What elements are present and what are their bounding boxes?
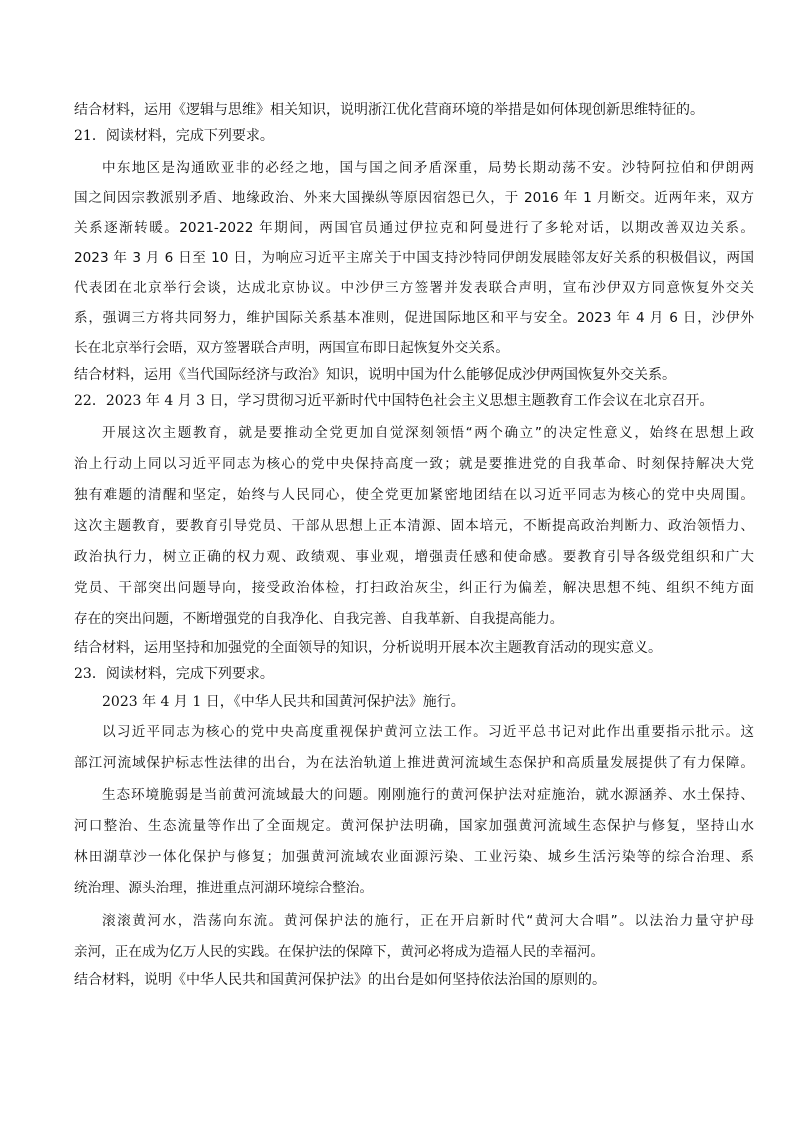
q22-material-line: 存在的突出问题，不断增强党的自我净化、自我完善、自我革新、自我提高能力。 [74, 611, 564, 627]
q20-question: 结合材料，运用《逻辑与思维》相关知识，说明浙江优化营商环境的举措是如何体现创新思维特征的。 [74, 102, 704, 118]
q21-question: 结合材料，运用《当代国际经济与政治》知识，说明中国为什么能够促成沙伊两国恢复外交关系。 [74, 367, 676, 383]
q22-material-line: 独有难题的清醒和坚定，始终与人民同心，使全党更加紧密地团结在以习近平同志为核心的党中央周围。 [74, 487, 754, 503]
q21-material-line: 长在北京举行会晤，双方签署联合声明，两国宣布即日起恢复外交关系。 [74, 340, 509, 356]
q22-material-line: 治上行动上同以习近平同志为核心的党中央保持高度一致；就是要推进党的自我革命、时刻保持解决大党 [74, 456, 754, 472]
q22-material-line: 这次主题教育，要教育引导党员、干部从思想上正本清源、固本培元，不断提高政治判断力、政治领悟力、 [74, 518, 754, 534]
q21-heading: 21．阅读材料，完成下列要求。 [74, 128, 274, 144]
q22-heading: 22．2023 年 4 月 3 日，学习贯彻习近平新时代中国特色社会主义思想主题教育工作会议在北京召开。 [74, 393, 714, 409]
q21-material-line: 国之间因宗教派别矛盾、地缘政治、外来大国操纵等原因宿怨已久，于 2016 年 1 月断交。近两年来，双方 [74, 190, 754, 206]
q21-material-line: 中东地区是沟通欧亚非的必经之地，国与国之间矛盾深重，局势长期动荡不安。沙特阿拉伯和伊朗两 [102, 160, 754, 176]
q23-material-line: 生态环境脆弱是当前黄河流域最大的问题。刚刚施行的黄河保护法对症施治，就水源涵养、水土保持、 [102, 787, 754, 803]
q23-material-line: 滚滚黄河水，浩荡向东流。黄河保护法的施行，正在开启新时代“黄河大合唱”。以法治力量守护母 [102, 913, 754, 929]
q21-material-line: 关系逐渐转暖。2021-2022 年期间，两国官员通过伊拉克和阿曼进行了多轮对话，以期改善双边关系。 [74, 220, 754, 236]
q21-material-line: 代表团在北京举行会谈，达成北京协议。中沙伊三方签署并发表联合声明，宣布沙伊双方同意恢复外交关 [74, 280, 754, 296]
q23-question: 结合材料，说明《中华人民共和国黄河保护法》的出台是如何坚持依法治国的原则的。 [74, 972, 606, 988]
q23-material-line: 亲河，正在成为亿万人民的实践。在保护法的保障下，黄河必将成为造福人民的幸福河。 [74, 944, 605, 960]
q21-material-line: 2023 年 3 月 6 日至 10 日，为响应习近平主席关于中国支持沙特同伊朗发展睦邻友好关系的积极倡议，两国 [74, 250, 754, 266]
q23-heading: 23．阅读材料，完成下列要求。 [74, 666, 274, 682]
q23-material-line: 以习近平同志为核心的党中央高度重视保护黄河立法工作。习近平总书记对此作出重要指示批示。这 [102, 724, 754, 740]
q21-material-line: 系，强调三方将共同努力，维护国际关系基本准则，促进国际地区和平与安全。2023 年 4 月 6 日，沙伊外 [74, 310, 754, 326]
q22-material-line: 政治执行力，树立正确的权力观、政绩观、事业观，增强责任感和使命感。要教育引导各级党组织和广大 [74, 549, 754, 565]
q23-material-line: 统治理、源头治理，推进重点河湖环境综合整治。 [74, 880, 374, 896]
q23-material-intro: 2023 年 4 月 1 日，《中华人民共和国黄河保护法》施行。 [102, 694, 465, 710]
q22-material-line: 开展这次主题教育，就是要推动全党更加自觉深刻领悟“两个确立”的决定性意义，始终在思想上政 [102, 425, 754, 441]
q22-material-line: 党员、干部突出问题导向，接受政治体检，打扫政治灰尘，纠正行为偏差，解决思想不纯、组织不纯方面 [74, 580, 754, 596]
q23-material-line: 林田湖草沙一体化保护与修复；加强黄河流域农业面源污染、工业污染、城乡生活污染等的综合治理、系 [74, 849, 754, 865]
q23-material-line: 部江河流域保护标志性法律的出台，为在法治轨道上推进黄河流域生态保护和高质量发展提供了有力保障。 [74, 755, 754, 771]
q23-material-line: 河口整治、生态流量等作出了全面规定。黄河保护法明确，国家加强黄河流域生态保护与修复，坚持山水 [74, 818, 754, 834]
q22-question: 结合材料，运用坚持和加强党的全面领导的知识，分析说明开展本次主题教育活动的现实意义。 [74, 640, 662, 656]
